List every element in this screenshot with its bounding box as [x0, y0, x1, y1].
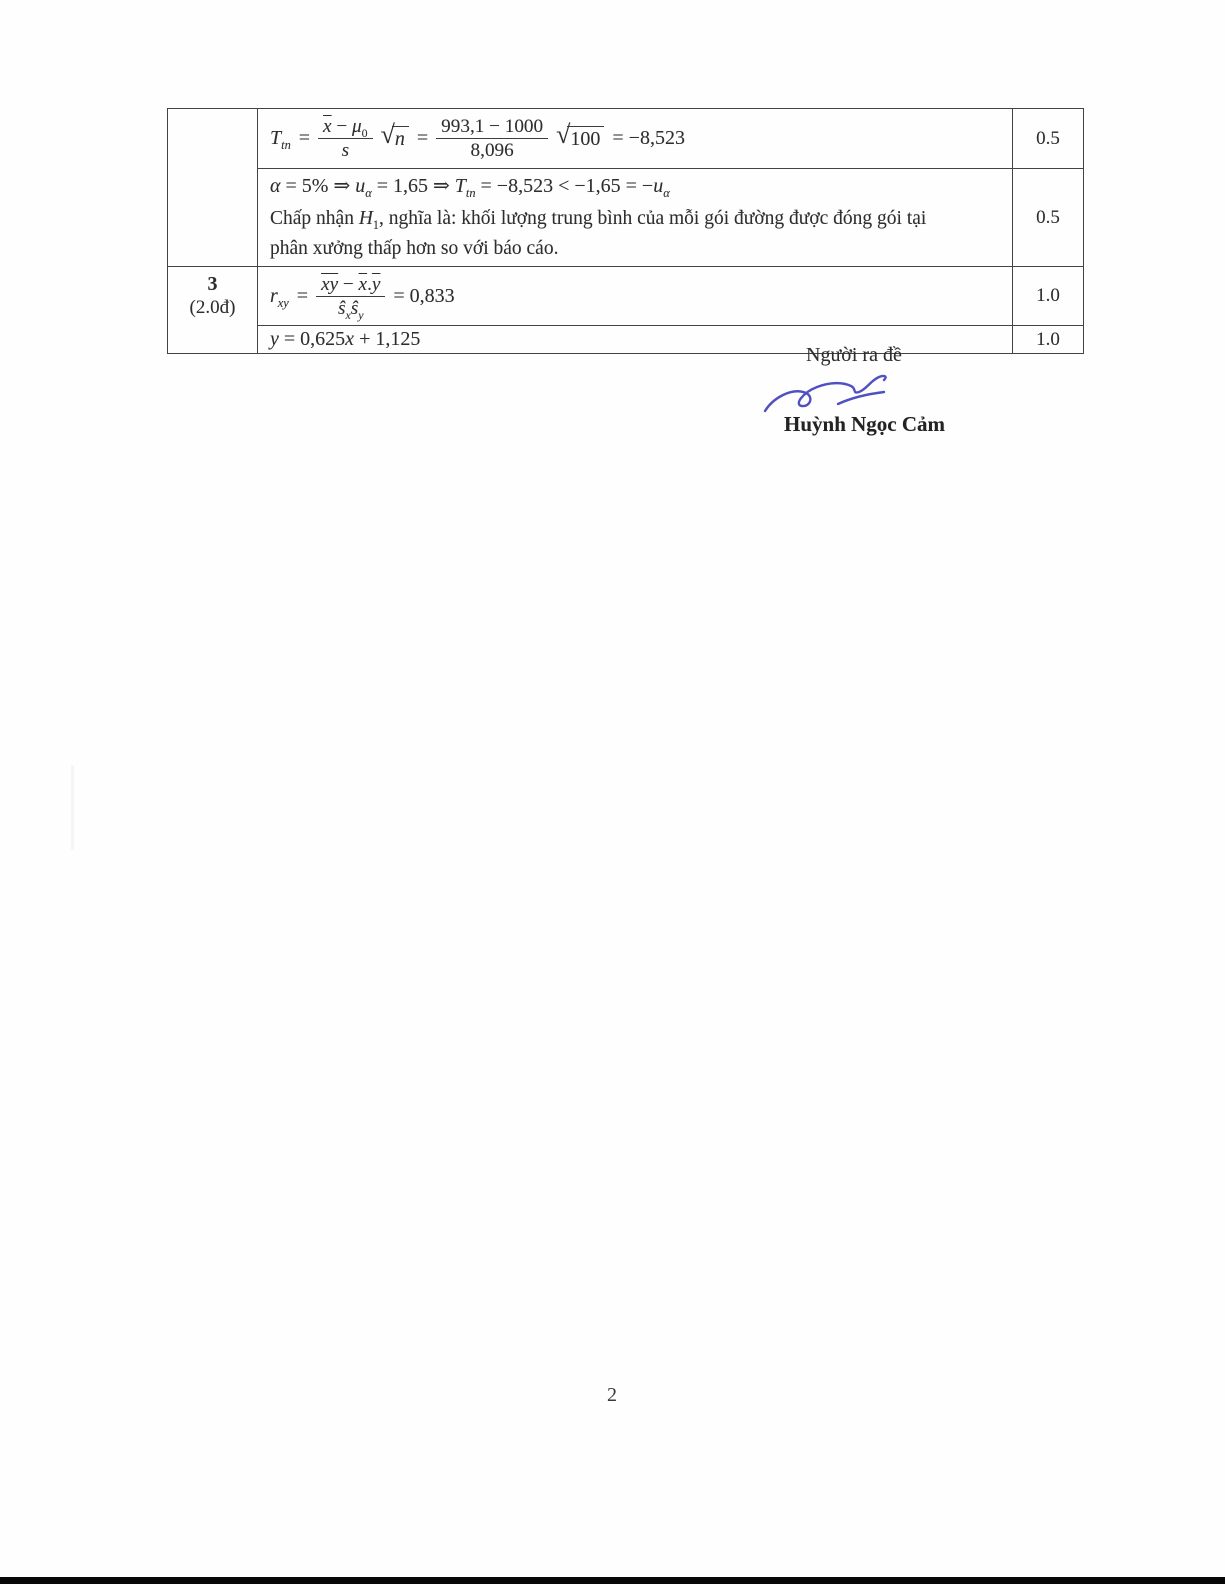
math-var-xybar: $\overline{xy}$: [321, 273, 339, 295]
math-text: = 5% ⇒: [280, 175, 356, 197]
math-var-u: u: [355, 175, 366, 197]
result-value: = 0,833: [393, 284, 455, 307]
fraction-numeric: [436, 115, 548, 163]
answer-cell-correlation: [258, 267, 1013, 326]
score-value: 0.5: [1036, 206, 1060, 228]
fraction-denominator: s: [318, 138, 373, 162]
radicand: n: [394, 127, 405, 150]
formula-correlation: [270, 273, 1002, 321]
math-subscript: xy: [277, 295, 289, 310]
radical-sign: √: [556, 119, 571, 149]
page-number: 2: [607, 1384, 617, 1406]
math-subscript: 1: [372, 217, 379, 232]
math-var-xbar: $\overline{x}$: [323, 115, 332, 137]
fraction-denominator: [316, 296, 385, 320]
math-text: = −8,523 < −1,65 = −: [475, 175, 654, 197]
formula-alpha-comparison: [270, 173, 1002, 198]
math-var-mu: μ: [352, 115, 362, 137]
math-var-xbar: $\overline{x}$: [358, 273, 368, 295]
fraction-denominator: 8,096: [436, 138, 548, 162]
result-value: = −8,523: [612, 127, 685, 149]
math-var-r: r: [270, 284, 278, 307]
math-var-shat: ŝ: [350, 297, 359, 319]
math-var-T: T: [454, 175, 466, 197]
fraction-numerator: [318, 115, 373, 138]
score-value: 0.5: [1036, 127, 1060, 149]
table-row-3: [168, 267, 1084, 326]
math-var-y: y: [270, 328, 279, 351]
text-fragment: Chấp nhận: [270, 208, 359, 229]
dot-operator: .: [367, 273, 372, 295]
math-subscript: α: [663, 186, 670, 200]
conclusion-text-line2: phân xưởng thấp hơn so với báo cáo.: [270, 238, 559, 260]
radicand: 100: [567, 126, 604, 151]
question-cell-3: [168, 267, 258, 354]
text-fragment: , nghĩa là: khối lượng trung bình của mỗi gói đường được đóng gói tại: [378, 208, 927, 229]
math-var-u: u: [653, 175, 664, 197]
answer-cell-t-statistic: [258, 109, 1013, 169]
question-cell-empty: [168, 109, 258, 267]
math-var-x: x: [345, 328, 355, 351]
math-term-T: [270, 127, 291, 150]
table-row-1: [168, 109, 1084, 169]
fraction-covariance: [316, 273, 385, 321]
conclusion-text-line1: [270, 204, 1002, 234]
sqrt-100: [556, 119, 604, 152]
question-points: (2.0đ): [189, 297, 236, 319]
radical-sign: √: [380, 119, 395, 149]
signature-role-label: Người ra đề: [806, 344, 902, 366]
math-var: T: [270, 127, 282, 149]
math-var-alpha: α: [270, 175, 281, 197]
formula-t-statistic: [270, 115, 1002, 163]
answer-cell-conclusion: [258, 169, 1013, 267]
sqrt-n: [380, 119, 409, 152]
math-subscript: tn: [281, 138, 291, 152]
score-cell: [1013, 326, 1084, 354]
equals-sign: =: [416, 127, 429, 149]
minus-sign: −: [331, 115, 352, 137]
table-row-4: [168, 326, 1084, 354]
math-subscript: y: [358, 307, 364, 322]
score-value: 1.0: [1036, 285, 1060, 307]
equals-sign: =: [298, 127, 311, 149]
scan-smudge: [71, 765, 74, 850]
equals-sign: =: [296, 284, 309, 307]
answer-key-table: [167, 108, 1084, 354]
math-text: = 1,65 ⇒: [371, 175, 455, 197]
fraction-numerator: 993,1 − 1000: [441, 115, 544, 137]
score-cell: [1013, 109, 1084, 169]
math-subscript: x: [345, 307, 351, 322]
math-subscript: tn: [465, 186, 476, 200]
math-var-H: H: [358, 208, 373, 229]
math-var-shat: ŝ: [337, 297, 346, 319]
minus-sign: −: [338, 273, 359, 295]
math-var-ybar: $\overline{y}$: [371, 273, 381, 295]
math-term-r: [270, 285, 289, 308]
question-number: 3: [207, 273, 218, 296]
math-text: + 1,125: [354, 328, 421, 351]
math-text: = 0,625: [278, 328, 346, 351]
fraction-xbar-mu-over-s: [318, 115, 373, 163]
math-subscript: 0: [361, 125, 368, 140]
table-row-2: [168, 169, 1084, 267]
scan-bottom-edge: [0, 1577, 1225, 1584]
score-cell: [1013, 169, 1084, 267]
fraction-numerator: [316, 273, 385, 296]
math-subscript: α: [365, 186, 372, 200]
score-value: 1.0: [1036, 328, 1060, 350]
score-cell: [1013, 267, 1084, 326]
signature-name: Huỳnh Ngọc Cảm: [784, 412, 946, 436]
